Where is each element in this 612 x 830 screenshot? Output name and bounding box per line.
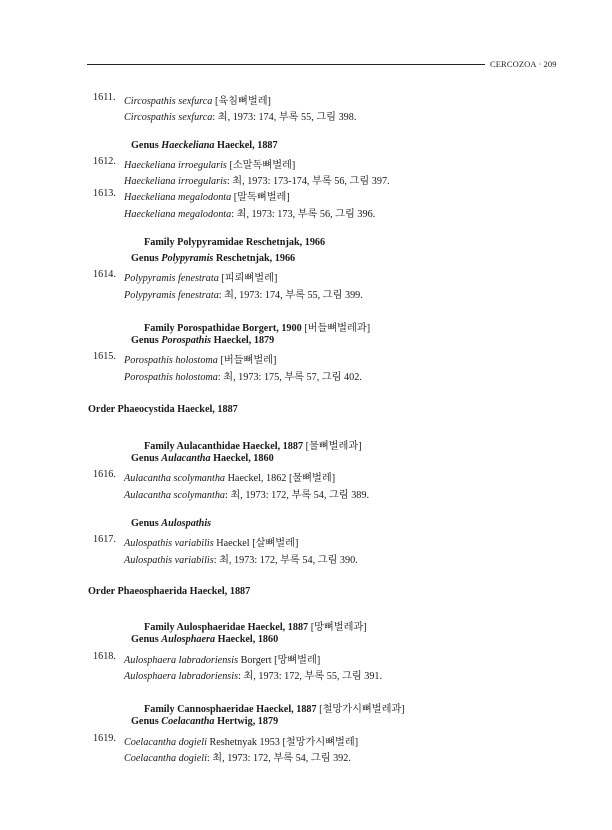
family-heading-polypyramidae: Family Polypyramidae Reschetnjak, 1966 bbox=[144, 237, 326, 248]
family-heading-porospathidae: Family Porospathidae Borgert, 1900 [버들뼈벌레과] bbox=[144, 323, 371, 334]
genus-heading-aulospathis: Genus Aulospathis bbox=[131, 518, 212, 529]
genus-heading-aulosphaera: Genus Aulosphaera Haeckel, 1860 bbox=[131, 634, 279, 645]
genus-heading-aulacantha: Genus Aulacantha Haeckel, 1860 bbox=[131, 453, 274, 464]
genus-heading-coelacantha: Genus Coelacantha Hertwig, 1879 bbox=[131, 716, 279, 727]
genus-heading-porospathis: Genus Porospathis Haeckel, 1879 bbox=[131, 335, 275, 346]
family-heading-aulosphaeridae: Family Aulosphaeridae Haeckel, 1887 [망뼈벌레과] bbox=[144, 622, 367, 633]
order-heading-phaeocystida: Order Phaeocystida Haeckel, 1887 bbox=[88, 404, 238, 415]
genus-heading-polypyramis: Genus Polypyramis Reschetnjak, 1966 bbox=[131, 253, 296, 264]
entry-title: Circospathis sexfurca [육침뼈벌레] bbox=[124, 96, 271, 107]
family-heading-cannosphaeridae: Family Cannosphaeridae Haeckel, 1887 [철망가시뼈벌레과] bbox=[144, 704, 405, 715]
header-rule bbox=[87, 64, 485, 65]
genus-heading-haeckeliana: Genus Haeckeliana Haeckel, 1887 bbox=[131, 140, 278, 151]
order-heading-phaeosphaerida: Order Phaeosphaerida Haeckel, 1887 bbox=[88, 586, 251, 597]
running-header: CERCOZOA · 209 bbox=[490, 59, 557, 69]
family-heading-aulacanthidae: Family Aulacanthidae Haeckel, 1887 [물뼈벌레과] bbox=[144, 441, 362, 452]
entry-number: 1611. bbox=[93, 92, 116, 103]
